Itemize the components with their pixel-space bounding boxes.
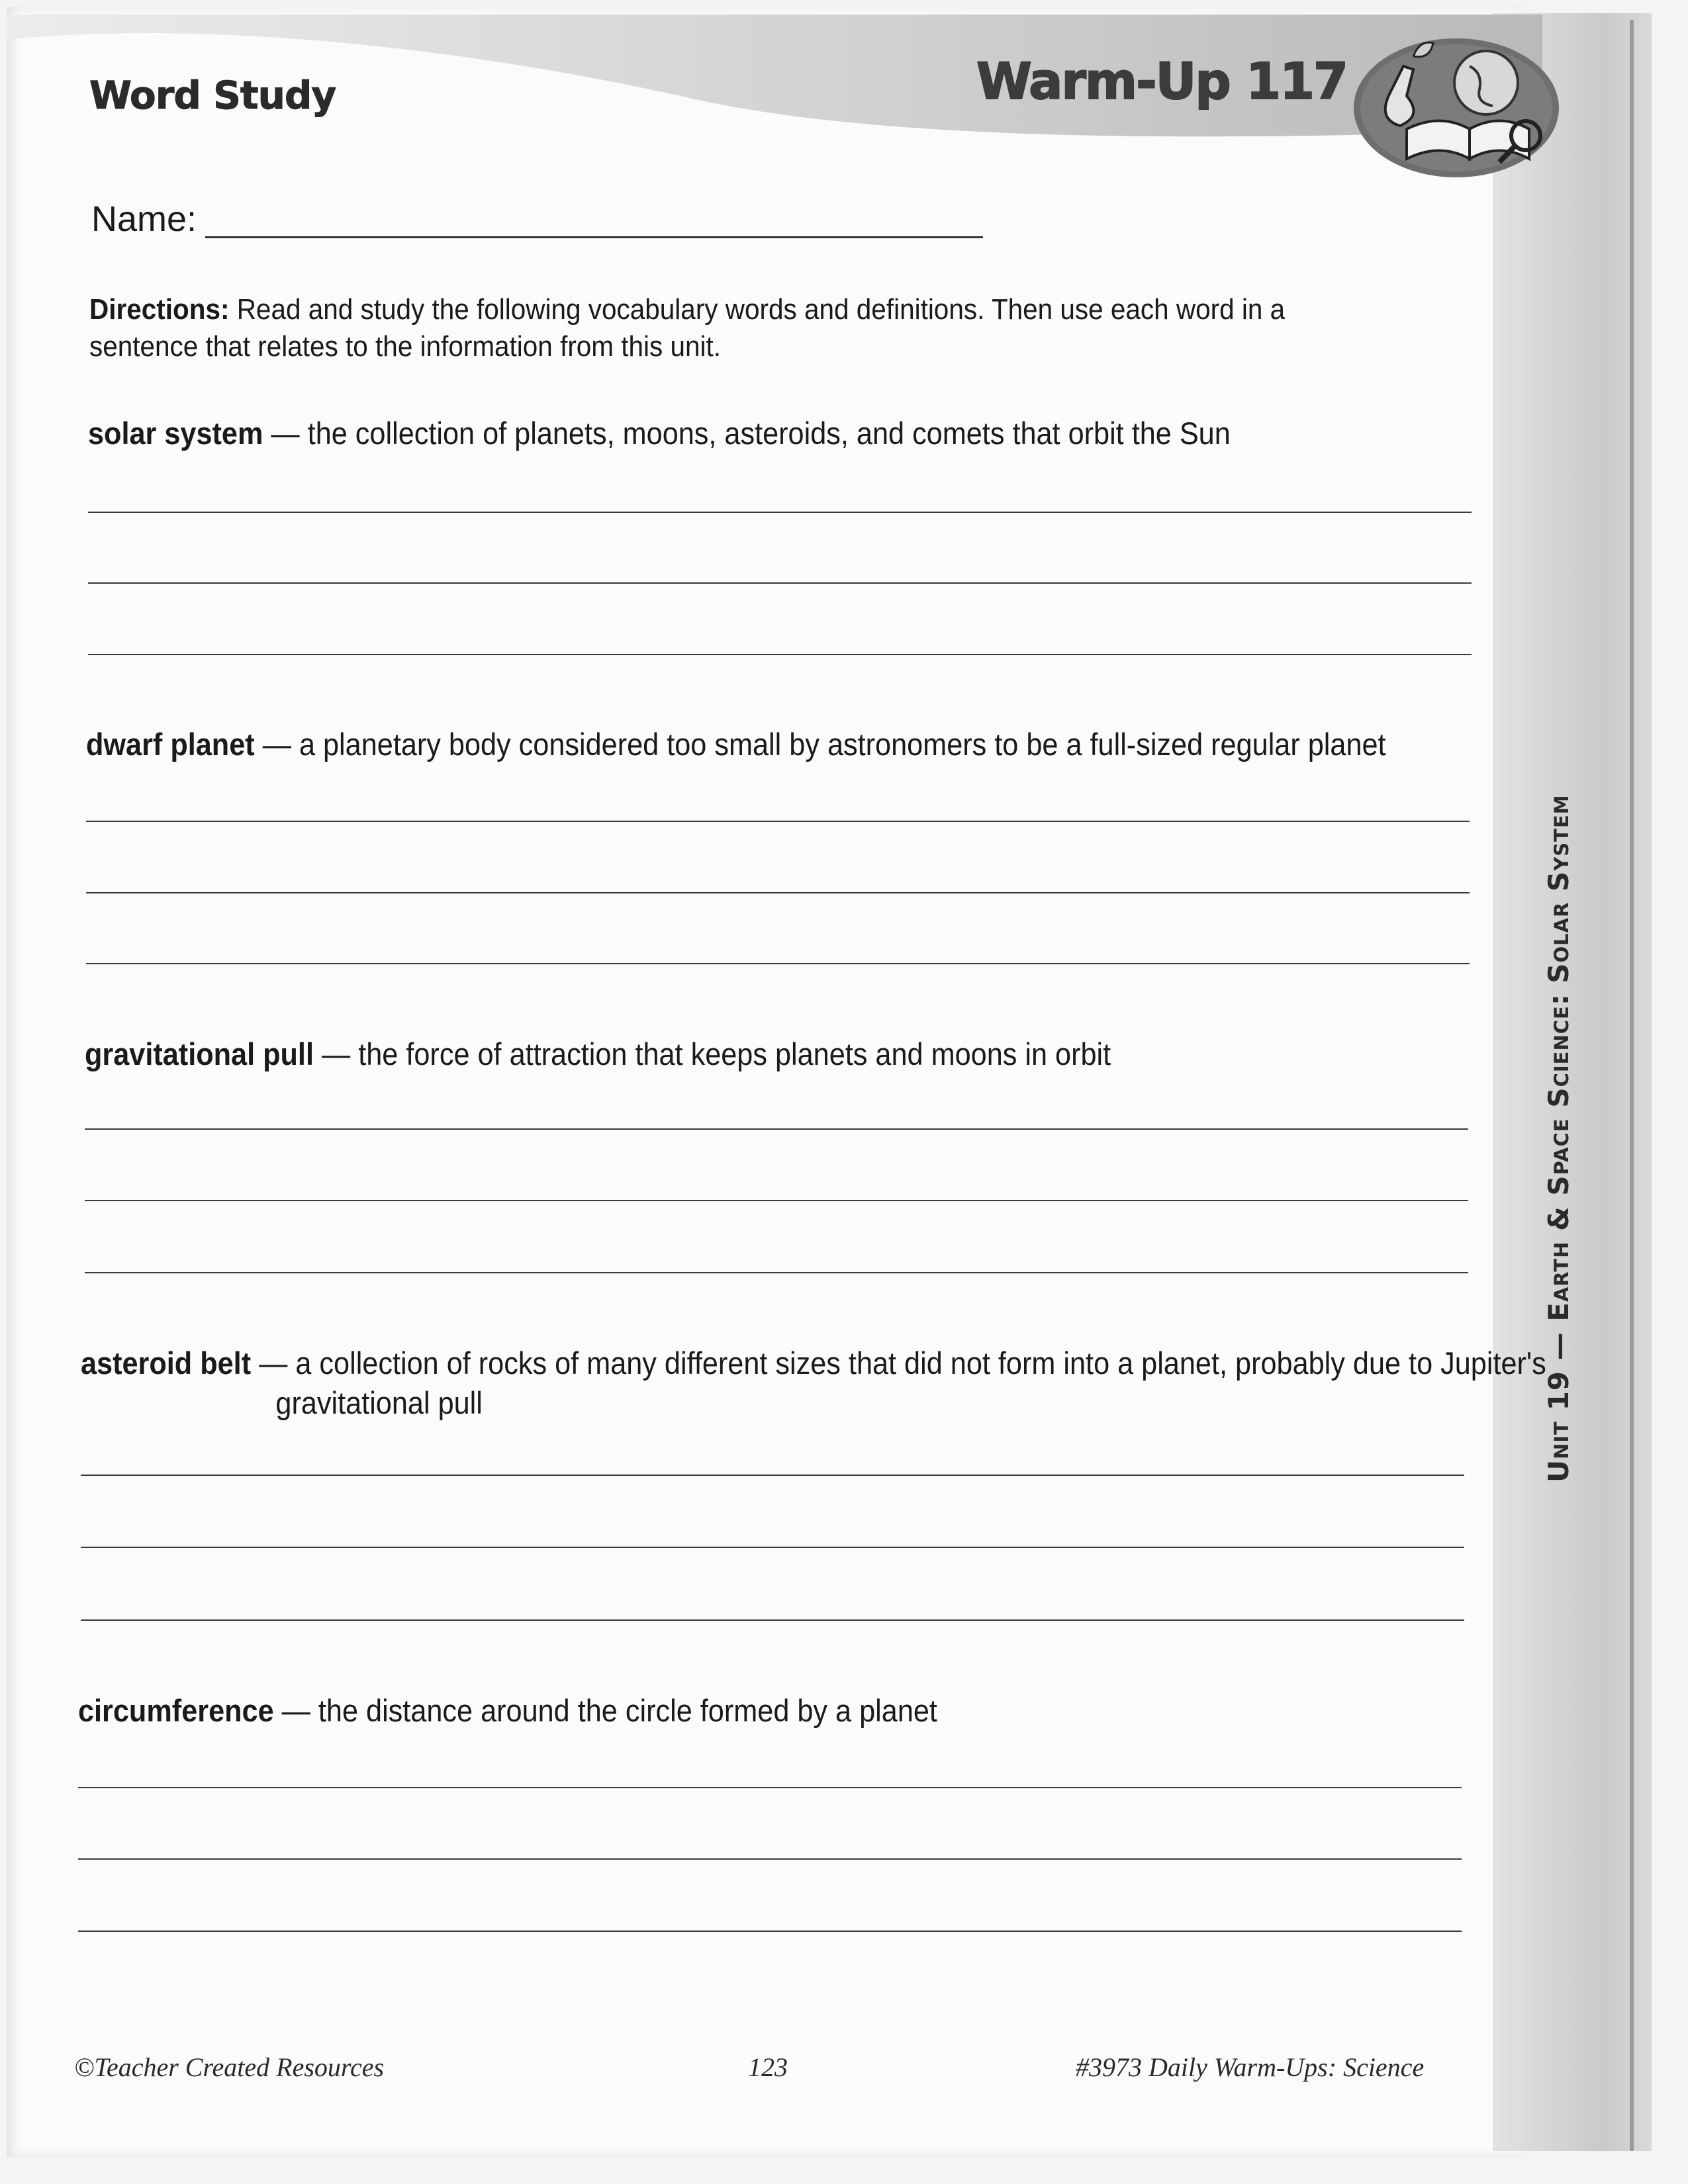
vocab-definition: — a planetary body considered too small by astronomers to be a full-sized regular planet [262,727,1386,762]
answer-line[interactable] [78,1858,1462,1860]
vocab-term: solar system [88,416,263,451]
vocab-term: gravitational pull [85,1036,314,1071]
answer-line[interactable] [88,582,1472,584]
answer-line[interactable] [85,1128,1468,1130]
directions-text: Read and study the following vocabulary words and definitions. Then use each word in a sentence that relates to the information from this unit. [89,293,1286,363]
directions-label: Directions: [89,293,230,326]
answer-line[interactable] [88,512,1472,513]
vocab-item [81,1343,1546,1423]
vocab-term: dwarf planet [86,727,255,762]
section-title: Word Study [89,73,336,118]
answer-line[interactable] [88,654,1472,655]
vocab-definition: — the collection of planets, moons, asteroids, and comets that orbit the Sun [271,416,1231,451]
name-field[interactable] [205,236,983,238]
vocab-item [78,1691,937,1731]
unit-side-label: Unit 19 — Earth & Space Science: Solar System [1542,794,1575,1482]
vocab-term: asteroid belt [81,1345,252,1381]
directions [89,291,1356,365]
vocab-item [85,1034,1111,1074]
answer-line[interactable] [81,1475,1464,1476]
footer-page-number: 123 [748,2052,788,2082]
vocab-definition: — a collection of rocks of many different sizes that did not form into a planet, probably due to Jupiter's [259,1345,1546,1381]
answer-line[interactable] [85,1272,1468,1273]
answer-line[interactable] [86,892,1470,893]
vocab-item [86,725,1386,764]
answer-line[interactable] [81,1547,1464,1548]
vocab-item [88,414,1231,453]
vocab-definition-continuation: gravitational pull [275,1385,483,1420]
answer-line[interactable] [86,821,1470,822]
footer-publisher: ©Teacher Created Resources [74,2052,385,2082]
vocab-definition: — the force of attraction that keeps planets and moons in orbit [321,1036,1111,1071]
answer-line[interactable] [86,963,1470,964]
answer-line[interactable] [78,1931,1462,1932]
page-edge [1630,20,1634,2151]
science-books-globe-logo [1350,30,1562,182]
vocab-term: circumference [78,1693,274,1728]
warmup-number-title: Warm-Up 117 [976,52,1347,111]
answer-line[interactable] [85,1200,1468,1201]
answer-line[interactable] [81,1619,1464,1621]
name-label: Name: [91,199,197,239]
answer-line[interactable] [78,1787,1462,1788]
footer-book-title: #3973 Daily Warm-Ups: Science [1076,2052,1425,2082]
vocab-definition: — the distance around the circle formed by a planet [281,1693,937,1728]
